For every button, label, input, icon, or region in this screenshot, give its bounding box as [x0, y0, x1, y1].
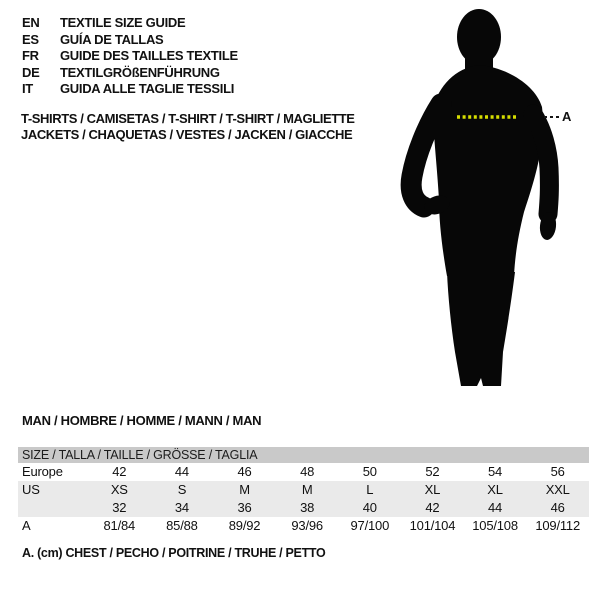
garment-types-line2: JACKETS / CHAQUETAS / VESTES / JACKEN / GIACCHE [21, 127, 353, 142]
language-row-it [22, 81, 238, 98]
footnote-chest: A. (cm) CHEST / PECHO / POITRINE / TRUHE / PETTO [22, 546, 326, 560]
size-cell: 81/84 [103, 518, 136, 533]
row-label: A [22, 518, 31, 533]
language-row-es [22, 32, 238, 49]
size-cell: 42 [112, 464, 127, 479]
size-table [18, 447, 589, 535]
size-cell: 54 [488, 464, 503, 479]
size-cell: 44 [488, 500, 503, 515]
size-cell: 85/88 [166, 518, 198, 533]
size-cell: 40 [362, 500, 377, 515]
size-cell: XL [487, 482, 503, 497]
language-code: DE [22, 64, 40, 80]
language-row-en [22, 15, 238, 32]
row-label: US [22, 482, 40, 497]
size-cell: M [239, 482, 250, 497]
language-code: EN [22, 15, 40, 30]
size-cell: XL [424, 482, 441, 497]
size-cell: 36 [237, 500, 252, 515]
garment-types [21, 111, 355, 143]
size-table-header: SIZE / TALLA / TAILLE / GRÖSSE / TAGLIA [18, 447, 589, 463]
size-cell: 50 [362, 464, 377, 479]
language-label: TEXTILE SIZE GUIDE [60, 15, 186, 30]
table-row-us [18, 481, 589, 499]
measure-label-a: A [562, 109, 572, 124]
language-label: TEXTILGRÖßENFÜHRUNG [60, 64, 220, 80]
size-cell: XXL [545, 482, 570, 497]
size-cell: M [301, 482, 313, 497]
language-label: GUIDA ALLE TAGLIE TESSILI [60, 81, 235, 96]
garment-types-line1: T-SHIRTS / CAMISETAS / T-SHIRT / T-SHIRT / MAGLIETTE [21, 111, 355, 126]
language-code: FR [22, 48, 39, 63]
size-cell: 101/104 [409, 518, 456, 533]
size-cell: 42 [425, 500, 440, 515]
language-row-fr [22, 48, 238, 65]
size-cell: L [366, 482, 374, 497]
language-row-de [22, 65, 238, 82]
language-label: GUÍA DE TALLAS [60, 31, 164, 47]
language-label: GUIDE DES TAILLES TEXTILE [60, 48, 238, 63]
size-cell: S [177, 482, 187, 497]
size-cell: 89/92 [228, 518, 261, 533]
size-cell: 93/96 [291, 518, 323, 533]
man-silhouette [395, 4, 575, 396]
row-label: Europe [22, 464, 63, 479]
table-row-a-chest [18, 517, 589, 535]
section-title-man: MAN / HOMBRE / HOMME / MANN / MAN [22, 413, 262, 428]
language-code: IT [22, 81, 33, 96]
language-list [22, 15, 238, 98]
size-cell: 48 [300, 464, 315, 479]
size-cell: 32 [112, 500, 127, 515]
size-cell: 44 [174, 464, 189, 479]
size-cell: XS [110, 482, 128, 497]
size-cell: 52 [425, 464, 440, 479]
size-cell: 38 [300, 500, 315, 515]
size-cell: 105/108 [472, 518, 518, 533]
row-label [18, 499, 88, 517]
language-code: ES [22, 31, 39, 47]
table-row-europe [18, 463, 589, 481]
size-cell: 46 [550, 500, 565, 515]
table-row-numeric [18, 499, 589, 517]
man-body-shape [411, 9, 557, 386]
size-cell: 56 [550, 464, 565, 479]
size-cell: 109/112 [535, 518, 580, 533]
size-cell: 34 [174, 500, 189, 515]
size-cell: 46 [237, 464, 252, 479]
size-cell: 97/100 [350, 518, 390, 533]
